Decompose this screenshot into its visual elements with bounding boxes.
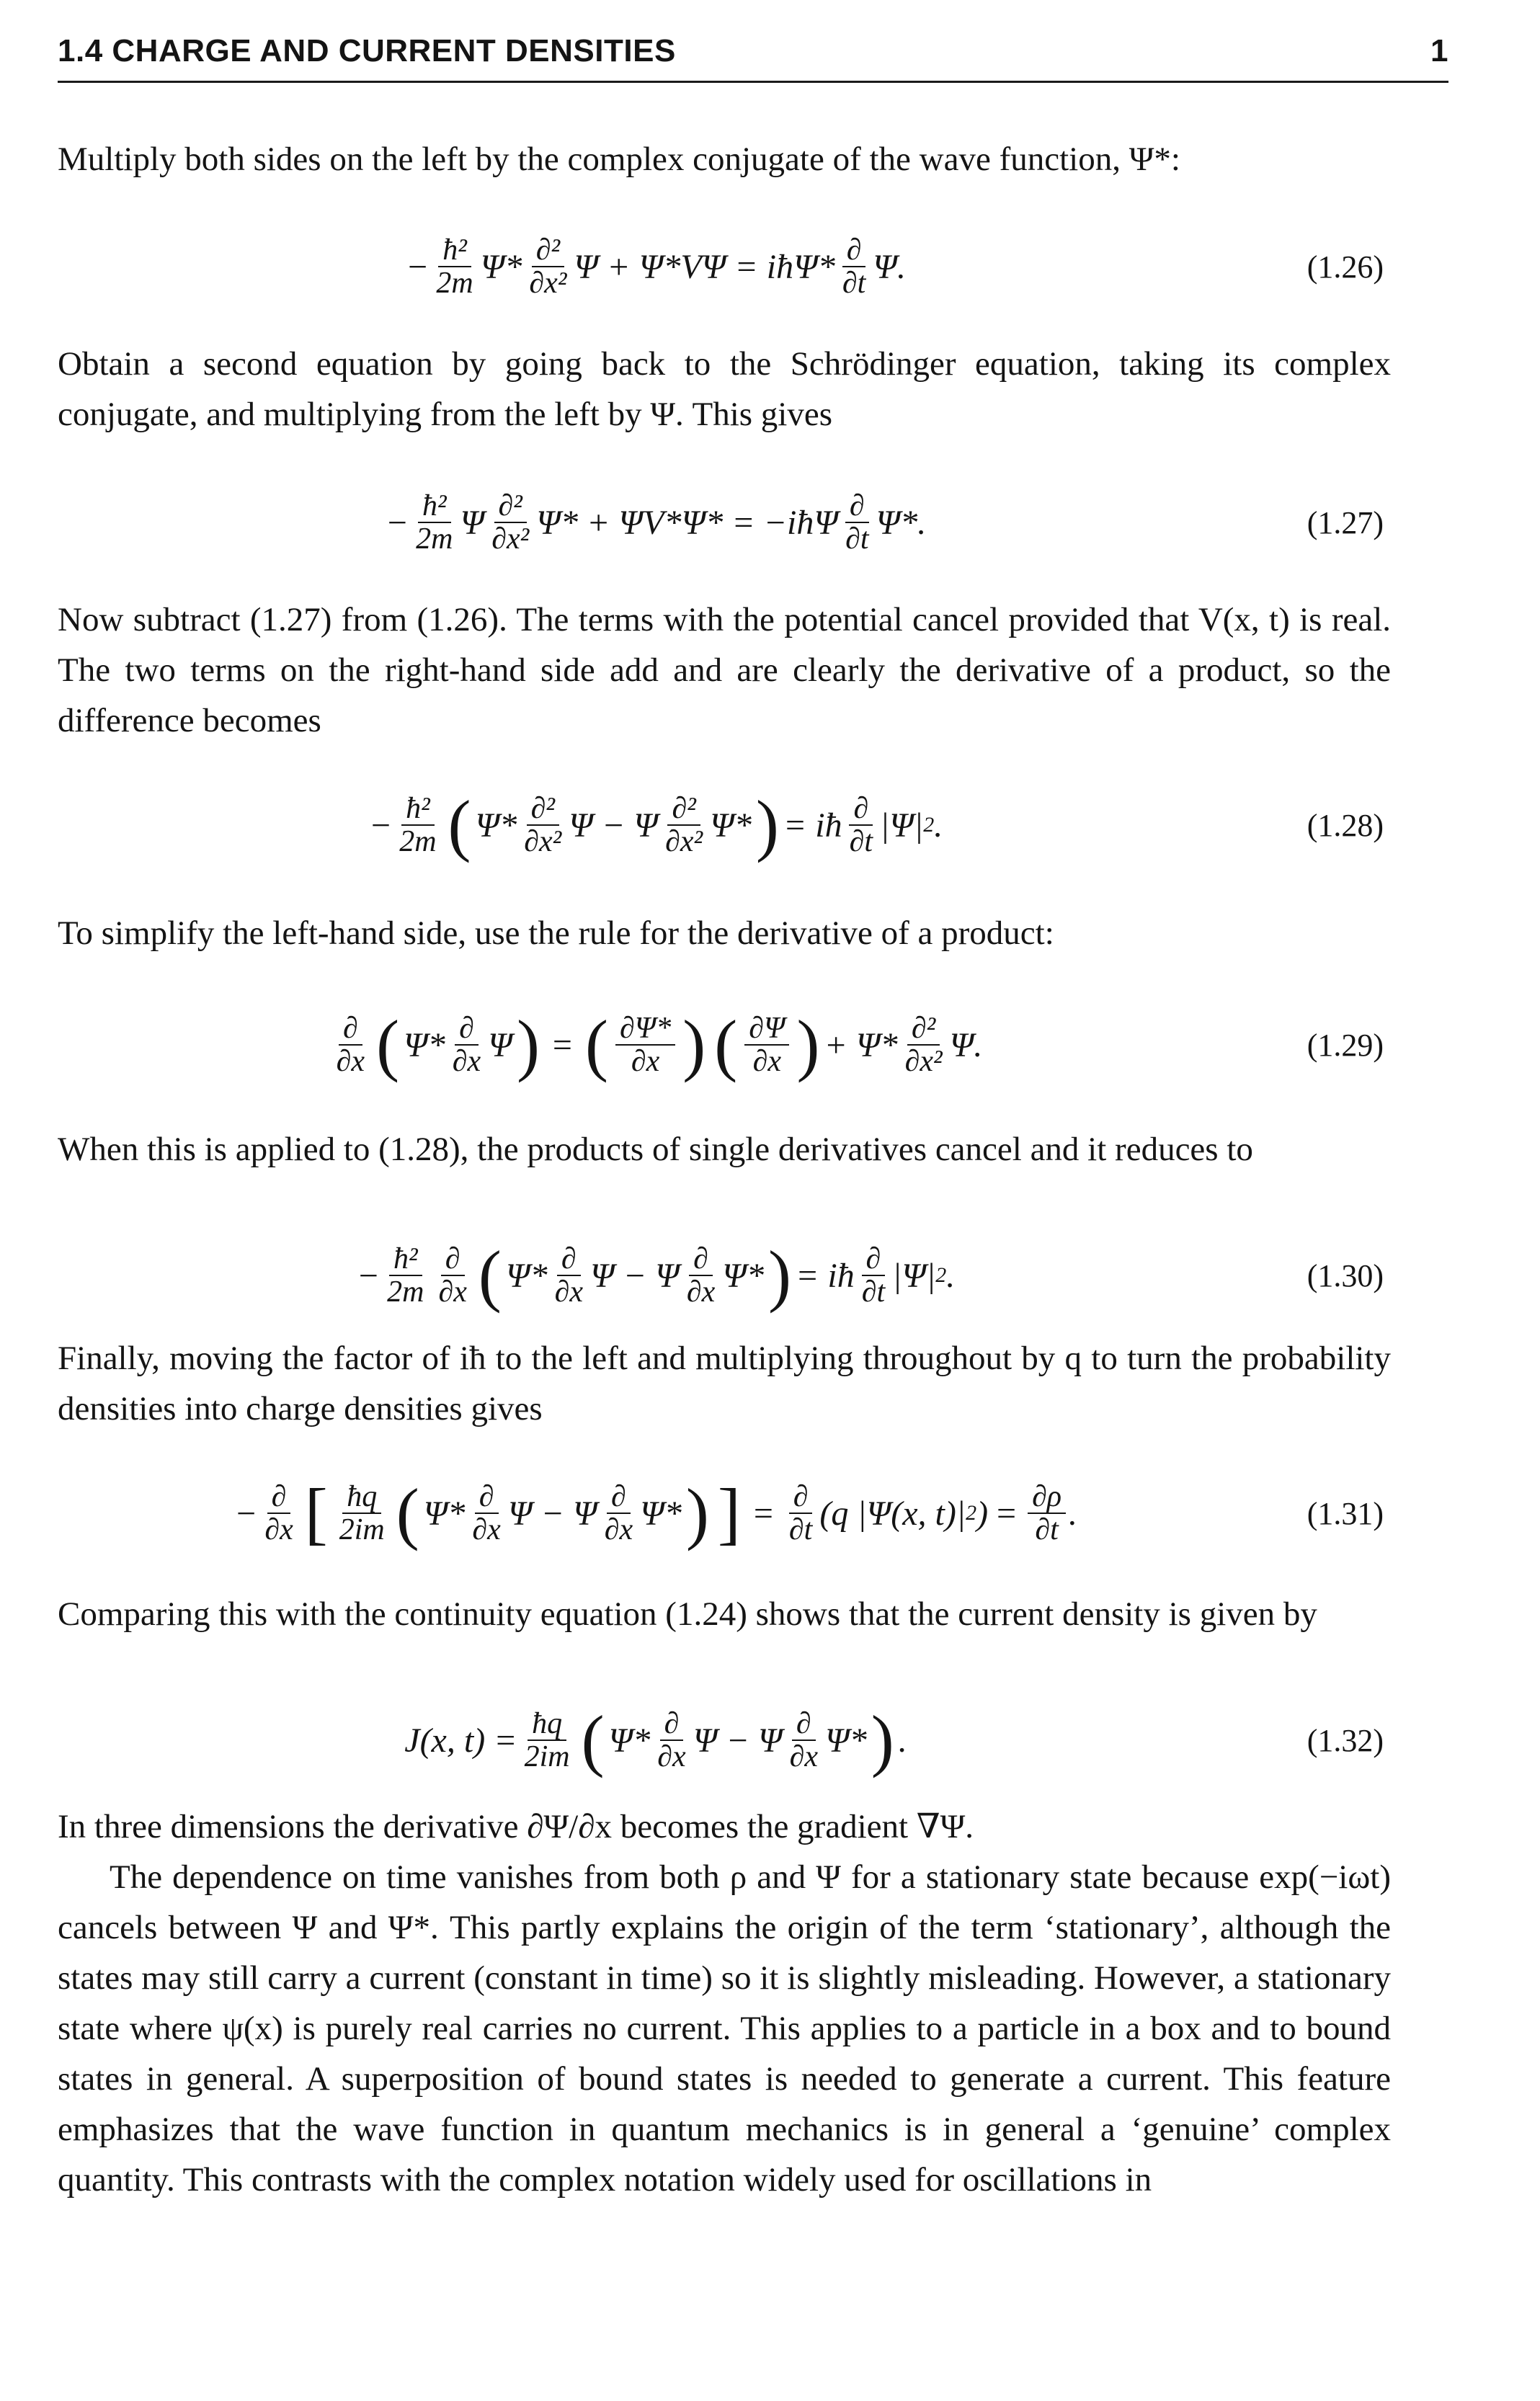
paragraph-1: Multiply both sides on the left by the complex conjugate of the wave function, Ψ*: xyxy=(58,141,1180,178)
fraction: $\frac{\partial}{\partial x}$ xyxy=(554,1242,583,1309)
fraction: $\frac{\text{ħ²}}{2m}$ xyxy=(387,1242,424,1309)
equation-number: (1.30) xyxy=(1307,1257,1384,1293)
fraction: $\frac{\partial}{\partial t}$ xyxy=(842,233,866,300)
equation-number: (1.32) xyxy=(1307,1722,1384,1758)
fraction: $\frac{\partial}{\partial x}$ xyxy=(336,1011,365,1078)
paragraph-6: Finally, moving the factor of iħ to the left and multiplying throughout by q to turn the probability densities into charge densities gives xyxy=(58,1340,1391,1427)
fraction: $\frac{\text{∂²}}{\text{∂x²}}$ xyxy=(524,791,562,858)
fraction: $\frac{\partial\Psi*}{\partial x}$ xyxy=(615,1012,675,1077)
fraction: $\frac{\partial}{\partial t}$ xyxy=(845,489,869,556)
equation-body: $\frac{\partial}{\partial x}$ ( Ψ* $\frac{\partial}{\partial x}$ Ψ ) = ( $\frac{\partial\Psi*}{\partial x}$ ) ( $\frac{\partial\Psi}{\partial x}$ ) + Ψ* $\frac{\text{∂²}}{\text{∂x²}}$ Ψ. xyxy=(58,1010,1254,1079)
fraction: $\frac{\text{∂²}}{\text{∂x²}}$ xyxy=(904,1011,943,1078)
fraction: $\frac{\partial}{\partial x}$ xyxy=(657,1706,686,1773)
paragraph-3: Now subtract (1.27) from (1.26). The terms with the potential cancel provided that V(x, t) is real. The two terms on the right-hand side add and are clearly the derivative of a product, so the difference becomes xyxy=(58,601,1391,739)
equation-body: − $\frac{\text{ħ²}}{2m}$ Ψ $\frac{\text{∂²}}{\text{∂x²}}$ Ψ* + ΨV*Ψ* = −iħΨ $\frac{\partial}{\partial t}$ Ψ*. xyxy=(385,489,927,556)
fraction: $\frac{ħq}{2im}$ xyxy=(524,1706,570,1773)
fraction: $\frac{\partial\rho}{\partial t}$ xyxy=(1028,1481,1066,1546)
equation-number: (1.31) xyxy=(1307,1495,1384,1531)
equation-1-26 xyxy=(58,216,1384,317)
equation-body: − $\frac{\text{ħ²}}{2m}$ Ψ* $\frac{\text{∂²}}{\text{∂x²}}$ Ψ + Ψ*VΨ = iħΨ* $\frac{\partial}{\partial t}$ Ψ. xyxy=(405,233,907,300)
equation-body: − $\frac{\text{ħ²}}{2m}$ $\frac{\partial}{\partial x}$ ( Ψ* $\frac{\partial}{\partial x}$ Ψ − Ψ $\frac{\partial}{\partial x}$ Ψ* ) = iħ $\frac{\partial}{\partial t}$ |Ψ| 2 . xyxy=(356,1237,956,1314)
fraction: $\frac{ħq}{2im}$ xyxy=(339,1479,385,1546)
equation-number: (1.28) xyxy=(1307,807,1384,843)
paragraph-2: Obtain a second equation by going back to the Schrödinger equation, taking its complex conjugate, and multiplying from the left by Ψ. This gives xyxy=(58,345,1391,433)
fraction: $\frac{\text{∂²}}{\text{∂x²}}$ xyxy=(529,233,567,300)
fraction: $\frac{\partial}{\partial x}$ xyxy=(264,1479,293,1546)
fraction: $\frac{\partial}{\partial x}$ xyxy=(604,1479,633,1546)
equation-body: − $\frac{\partial}{\partial x}$ [ $\frac{ħq}{2im}$ ( Ψ* $\frac{\partial}{\partial x}$ Ψ − Ψ $\frac{\partial}{\partial x}$ Ψ* ) ] = $\frac{\partial}{\partial t}$ (q |Ψ(x, t)| 2 ) = $\frac{\partial\rho}{\partial t}$ . xyxy=(233,1474,1078,1551)
equation-body: − $\frac{\text{ħ²}}{2m}$ ( Ψ* $\frac{\text{∂²}}{\text{∂x²}}$ Ψ − Ψ $\frac{\text{∂²}}{\text{∂x²}}$ Ψ* ) = iħ $\frac{\partial}{\partial t}$ |Ψ| 2 . xyxy=(368,786,943,863)
equation-number: (1.26) xyxy=(1307,249,1384,285)
fraction: $\frac{\text{∂²}}{\text{∂x²}}$ xyxy=(491,489,530,556)
equation-number: (1.27) xyxy=(1307,504,1384,540)
paragraph-7: Comparing this with the continuity equation (1.24) shows that the current density is given by xyxy=(58,1595,1317,1633)
header-rule xyxy=(58,81,1448,83)
fraction: $\frac{\partial}{\partial t}$ xyxy=(788,1479,813,1546)
fraction: $\frac{\text{∂²}}{\text{∂x²}}$ xyxy=(665,791,703,858)
equation-1-28 xyxy=(58,767,1384,883)
fraction: $\frac{\partial}{\partial x}$ xyxy=(472,1479,501,1546)
fraction: $\frac{\partial}{\partial t}$ xyxy=(849,791,873,858)
equation-1-32 xyxy=(58,1683,1384,1798)
paragraph-4: To simplify the left-hand side, use the rule for the derivative of a product: xyxy=(58,914,1054,952)
fraction: $\frac{\text{ħ²}}{2m}$ xyxy=(399,791,437,858)
section-title: 1.4 CHARGE AND CURRENT DENSITIES xyxy=(58,33,676,68)
fraction: $\frac{\text{ħ²}}{2m}$ xyxy=(416,489,453,556)
paragraph-8: In three dimensions the derivative ∂Ψ/∂x becomes the gradient ∇Ψ. xyxy=(58,1808,974,1845)
paragraph-5: When this is applied to (1.28), the products of single derivatives cancel and it reduces to xyxy=(58,1131,1253,1168)
page-number: 1 xyxy=(1430,33,1448,68)
fraction: $\frac{\partial}{\partial x}$ xyxy=(686,1242,716,1309)
fraction: $\frac{\partial}{\partial x}$ xyxy=(438,1242,467,1309)
fraction: $\frac{\partial}{\partial x}$ xyxy=(789,1706,818,1773)
fraction: $\frac{\text{ħ²}}{2m}$ xyxy=(436,233,473,300)
equation-1-31 xyxy=(58,1452,1384,1574)
fraction: $\frac{\partial}{\partial x}$ xyxy=(452,1011,481,1078)
equation-1-29 xyxy=(58,987,1384,1102)
paragraph-9: The dependence on time vanishes from both ρ and Ψ for a stationary state because exp(−iωt) cancels between Ψ and Ψ*. This partly explains the origin of the term ‘stationary’, although the states may still carry a current (constant in time) so it is slightly misleading. However, a stationary state where ψ(x) is purely real carries no current. This applies to a particle in a box and to bound states in general. A superposition of bound states is needed to generate a current. This feature emphasizes that the wave function in quantum mechanics is in general a ‘genuine’ complex quantity. This contrasts with the complex notation widely used for oscillations in xyxy=(58,1858,1391,2199)
running-head xyxy=(58,26,1448,76)
equation-body: J(x, t) = $\frac{ħq}{2im}$ ( Ψ* $\frac{\partial}{\partial x}$ Ψ − Ψ $\frac{\partial}{\partial x}$ Ψ* ) . xyxy=(404,1701,907,1778)
fraction: $\frac{\partial}{\partial t}$ xyxy=(861,1242,886,1309)
equation-number: (1.29) xyxy=(1307,1027,1384,1063)
fraction: $\frac{\partial\Psi}{\partial x}$ xyxy=(744,1012,789,1077)
equation-1-27 xyxy=(58,472,1384,573)
equation-1-30 xyxy=(58,1218,1384,1333)
